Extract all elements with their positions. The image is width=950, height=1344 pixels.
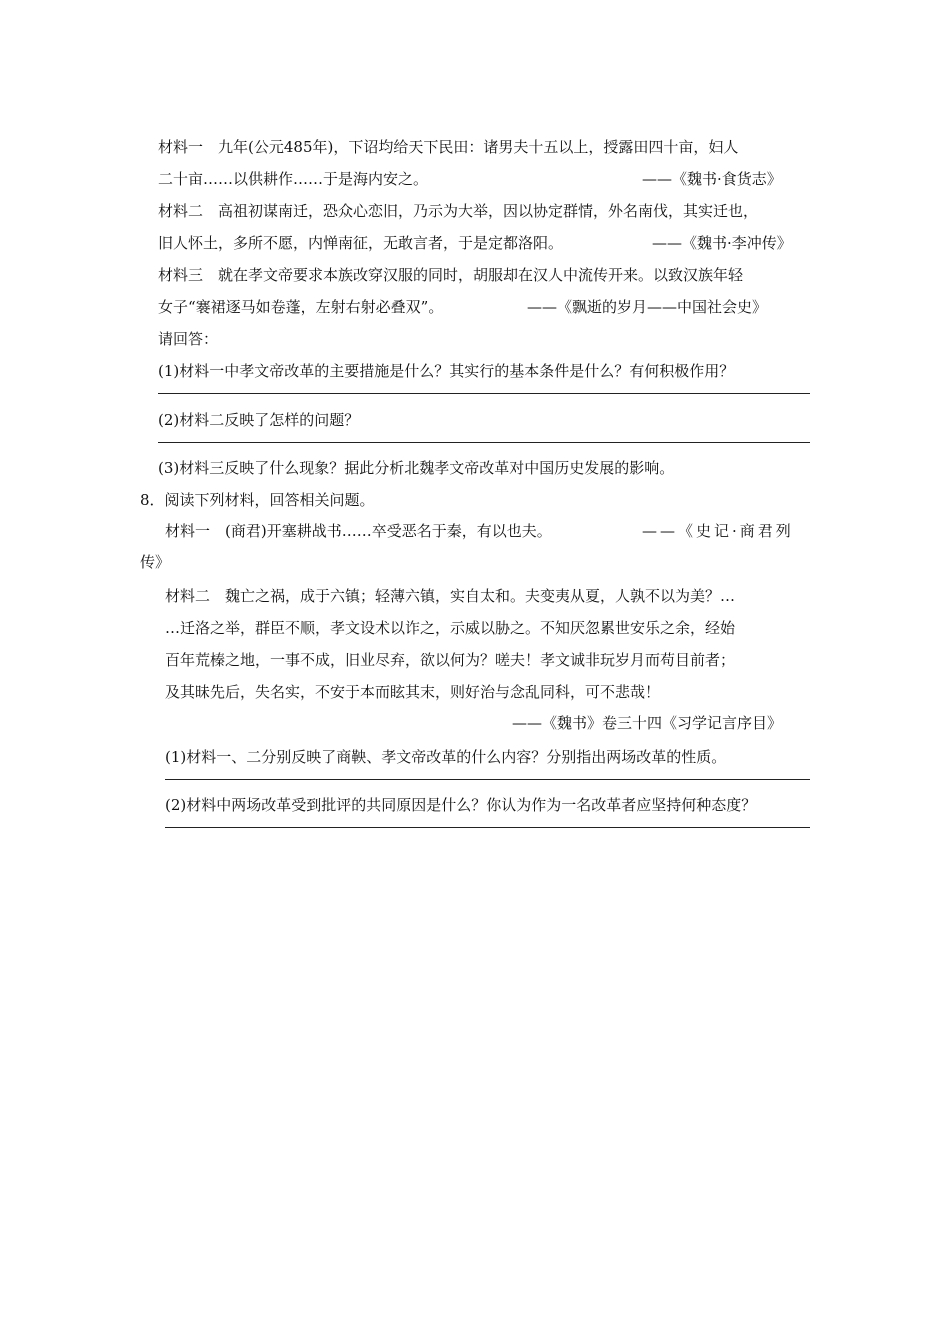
q8-subquestion-2: (2)材料中两场改革受到批评的共同原因是什么？你认为作为一名改革者应坚持何种态度？ (165, 796, 757, 814)
q7-subquestion-3: (3)材料三反映了什么现象？据此分析北魏孝文帝改革对中国历史发展的影响。 (158, 459, 675, 477)
q8-material2-line4: 及其昧先后，失名实，不安于本而眩其末，则好治与念乱同科，可不悲哉！ (165, 683, 661, 701)
q7-subquestion-1: (1)材料一中孝文帝改革的主要措施是什么？其实行的基本条件是什么？有何积极作用？ (158, 362, 735, 380)
q8-material2-line3: 百年荒榛之地，一事不成，旧业尽弃，欲以何为？嗟夫！孝文诚非玩岁月而苟目前者； (165, 651, 736, 669)
q7-subquestion-2: (2)材料二反映了怎样的问题？ (158, 411, 360, 429)
q8-subquestion-1: (1)材料一、二分别反映了商鞅、孝文帝改革的什么内容？分别指出两场改革的性质。 (165, 748, 727, 766)
q8-material1-line1: 材料一 (商君)开塞耕战书……卒受恶名于秦，有以也夫。 (165, 522, 552, 540)
q7-material3-line2: 女子“褰裙逐马如卷蓬，左射右射必叠双”。 (158, 298, 444, 316)
q8-material2-source: ——《魏书》卷三十四《习学记言序目》 (512, 714, 783, 732)
q8-title: 8．阅读下列材料，回答相关问题。 (140, 491, 375, 509)
q8-material1-source: ——《史记·商君列 (642, 522, 794, 540)
q7-material1-source: ——《魏书·食货志》 (642, 170, 782, 188)
answer-line-8-1[interactable] (165, 779, 810, 780)
q8-material2-line1: 材料二 魏亡之祸，成于六镇；轻薄六镇，实自太和。夫变夷从夏，人孰不以为美？… (165, 587, 736, 605)
q7-prompt: 请回答： (158, 330, 219, 348)
answer-line-7-1[interactable] (158, 393, 810, 394)
q7-material2-line2: 旧人怀土，多所不愿，内惮南征，无敢言者，于是定都洛阳。 (158, 234, 564, 252)
q7-material2-source: ——《魏书·李冲传》 (652, 234, 792, 252)
q7-material1-line2: 二十亩……以供耕作……于是海内安之。 (158, 170, 429, 188)
q7-material3-line1: 材料三 就在孝文帝要求本族改穿汉服的同时，胡服却在汉人中流传开来。以致汉族年轻 (158, 266, 744, 284)
q7-material2-line1: 材料二 高祖初谋南迁，恐众心恋旧，乃示为大举，因以协定群情，外名南伐，其实迁也， (158, 202, 759, 220)
q8-material1-source-cont: 传》 (140, 553, 171, 571)
answer-line-7-2[interactable] (158, 442, 810, 443)
q8-material2-line2: …迁洛之举，群臣不顺，孝文设术以诈之，示威以胁之。不知厌忽累世安乐之余，经始 (165, 619, 736, 637)
q7-material1-line1: 材料一 九年(公元485年)，下诏均给天下民田：诸男夫十五以上，授露田四十亩，妇人 (158, 138, 739, 156)
answer-line-8-2[interactable] (165, 827, 810, 828)
q7-material3-source: ——《飘逝的岁月——中国社会史》 (527, 298, 768, 316)
